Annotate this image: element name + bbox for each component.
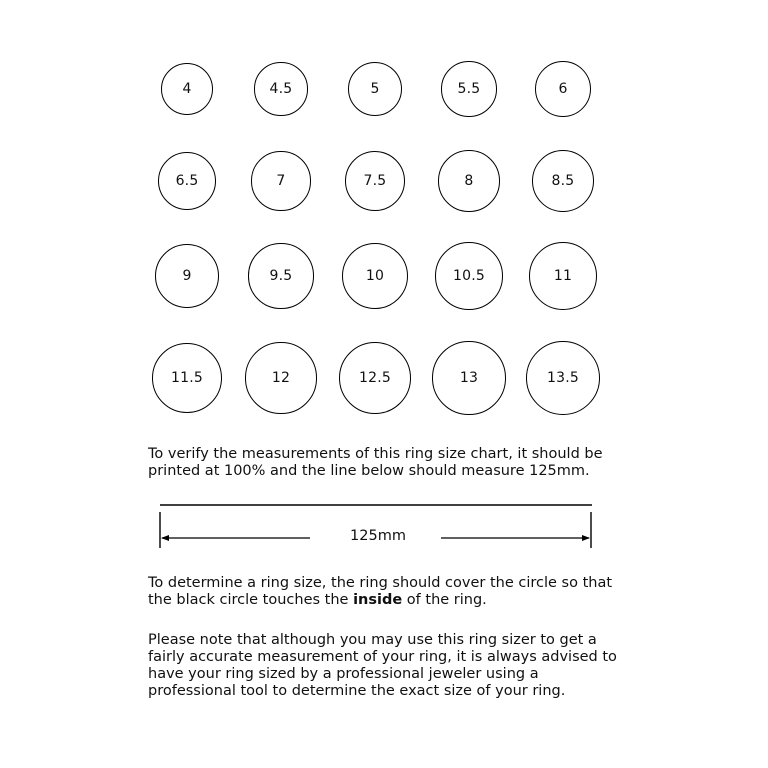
ring-size-label: 9.5 [269, 267, 293, 284]
ring-circle [529, 242, 598, 311]
ring-size-label: 4.5 [269, 80, 293, 97]
cover-text-end: of the ring. [402, 592, 487, 608]
ring-circle [152, 343, 222, 413]
ring-size-label: 6 [558, 80, 568, 97]
ring-size-label: 11 [553, 267, 573, 284]
ring-size-label: 4 [182, 81, 192, 97]
ring-circle [348, 62, 402, 116]
ring-circle [532, 150, 595, 213]
ruler-length-label: 125mm [350, 528, 406, 544]
ring-circle [339, 342, 411, 414]
ring-size-label: 13.5 [547, 369, 579, 386]
ring-circle [345, 151, 405, 211]
ring-circle [432, 341, 506, 415]
ring-circle [155, 244, 219, 308]
ring-circle [254, 62, 307, 115]
ring-circle [535, 61, 592, 118]
ring-size-label: 12 [271, 369, 291, 386]
cover-instructions [148, 575, 628, 609]
ring-circle [158, 152, 216, 210]
verify-instructions: To verify the measurements of this ring size chart, it should be printed at 100% and the line below should measure 125mm. [148, 446, 603, 479]
ring-size-label: 8.5 [551, 172, 575, 189]
ring-circle [526, 341, 601, 416]
ring-circle [161, 63, 213, 115]
ring-size-label: 10 [365, 267, 385, 284]
ring-size-label: 9 [182, 268, 192, 284]
ring-size-label: 10.5 [452, 267, 485, 284]
cover-text-bold: inside [353, 592, 403, 608]
ring-circle [342, 243, 408, 309]
ring-size-label: 13 [459, 369, 479, 386]
ring-size-label: 7 [276, 172, 286, 189]
ring-circle [245, 342, 316, 413]
ring-size-label: 11.5 [171, 370, 203, 386]
ring-size-label: 8 [464, 172, 474, 189]
ring-circle [435, 242, 503, 310]
ring-size-label: 7.5 [363, 172, 387, 189]
ring-circle [251, 151, 310, 210]
ring-circle [441, 61, 497, 117]
ring-circle [438, 150, 500, 212]
professional-sizing-note: Please note that although you may use this ring sizer to get a fairly accurate measurement of your ring, it is always advised to have your ring sized by a professional jeweler using a professional tool to determine the exact size of your ring. [148, 632, 617, 699]
ring-size-label: 5 [370, 80, 380, 97]
cover-text-start: To determine a ring size, the ring should cover the circle so that the black circle touches the [148, 575, 613, 608]
ring-circle [248, 243, 313, 308]
ring-size-label: 12.5 [359, 369, 391, 386]
ring-size-label: 6.5 [175, 173, 199, 189]
ring-size-label: 5.5 [457, 80, 481, 97]
